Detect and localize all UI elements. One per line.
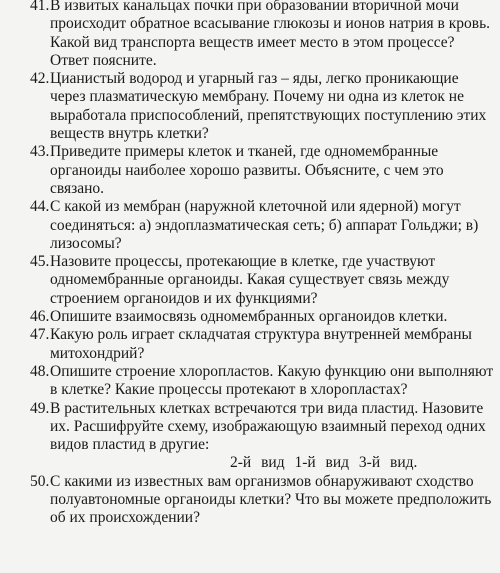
- question-text: С какими из известных вам организмов обнаруживают сходство полуавтономные органоиды клетки? Что вы можете предположить об их происхождении?: [50, 472, 492, 527]
- question-46: [0, 308, 500, 326]
- question-47: [0, 326, 500, 363]
- question-45: [0, 253, 500, 308]
- question-text: В растительных клетках встречаются три вида пластид. Назовите их. Расшифруйте схему, изображающую взаимный переход одних видов пластид в другие:: [50, 399, 486, 454]
- question-number: 44.: [30, 198, 50, 216]
- question-text: Опишите строение хлоропластов. Какую функцию они выполняют в клетке? Какие процессы протекают в хлоропластах?: [50, 362, 494, 399]
- question-text: Приведите примеры клеток и тканей, где одномембранные органоиды наиболее хорошо развиты. Объясните, с чем это связано.: [50, 143, 444, 197]
- question-number: 45.: [30, 253, 50, 271]
- question-text: Опишите взаимосвязь одномембранных органоидов клетки.: [50, 308, 448, 326]
- question-text: С какой из мембран (наружной клеточной или ядерной) могут соединяться: а) эндоплазматическая сеть; б) аппарат Гольджи; в) лизосомы?: [50, 198, 479, 252]
- question-number: 46.: [30, 308, 50, 326]
- question-41: [0, 0, 500, 70]
- question-number: 43.: [30, 143, 50, 161]
- question-number: 47.: [30, 326, 50, 344]
- question-number: 41.: [30, 0, 50, 14]
- question-number: 50.: [30, 472, 50, 490]
- question-49: [0, 400, 500, 455]
- question-44: [0, 198, 500, 253]
- question-50: [0, 473, 500, 528]
- question-number: 49.: [30, 399, 50, 417]
- question-text: Цианистый водород и угарный газ – яды, легко проникающие через плазматическую мембрану. Почему ни одна из клеток не выработала приспособлений, препятствующих поступлению этих веществ внутрь клетки?: [50, 70, 487, 143]
- question-text: Какую роль играет складчатая структура внутренней мембраны митохондрий?: [50, 326, 472, 362]
- question-48: [0, 363, 500, 400]
- question-text: В извитых канальцах почки при образовании вторичной мочи происходит обратное всасывание глюкозы и ионов натрия в кровь. Какой вид транспорта веществ имеет место в этом процессе? Ответ поясните.: [50, 0, 491, 69]
- question-text: Назовите процессы, протекающие в клетке, где участвуют одномембранные органоиды. Какая существует связь между строением органоидов и их функциями?: [50, 253, 450, 307]
- question-43: [0, 143, 500, 198]
- question-number: 48.: [30, 362, 50, 380]
- plastid-scheme: 2-й вид 1-й вид 3-й вид.: [230, 454, 418, 472]
- question-42: [0, 70, 500, 143]
- question-number: 42.: [30, 70, 50, 88]
